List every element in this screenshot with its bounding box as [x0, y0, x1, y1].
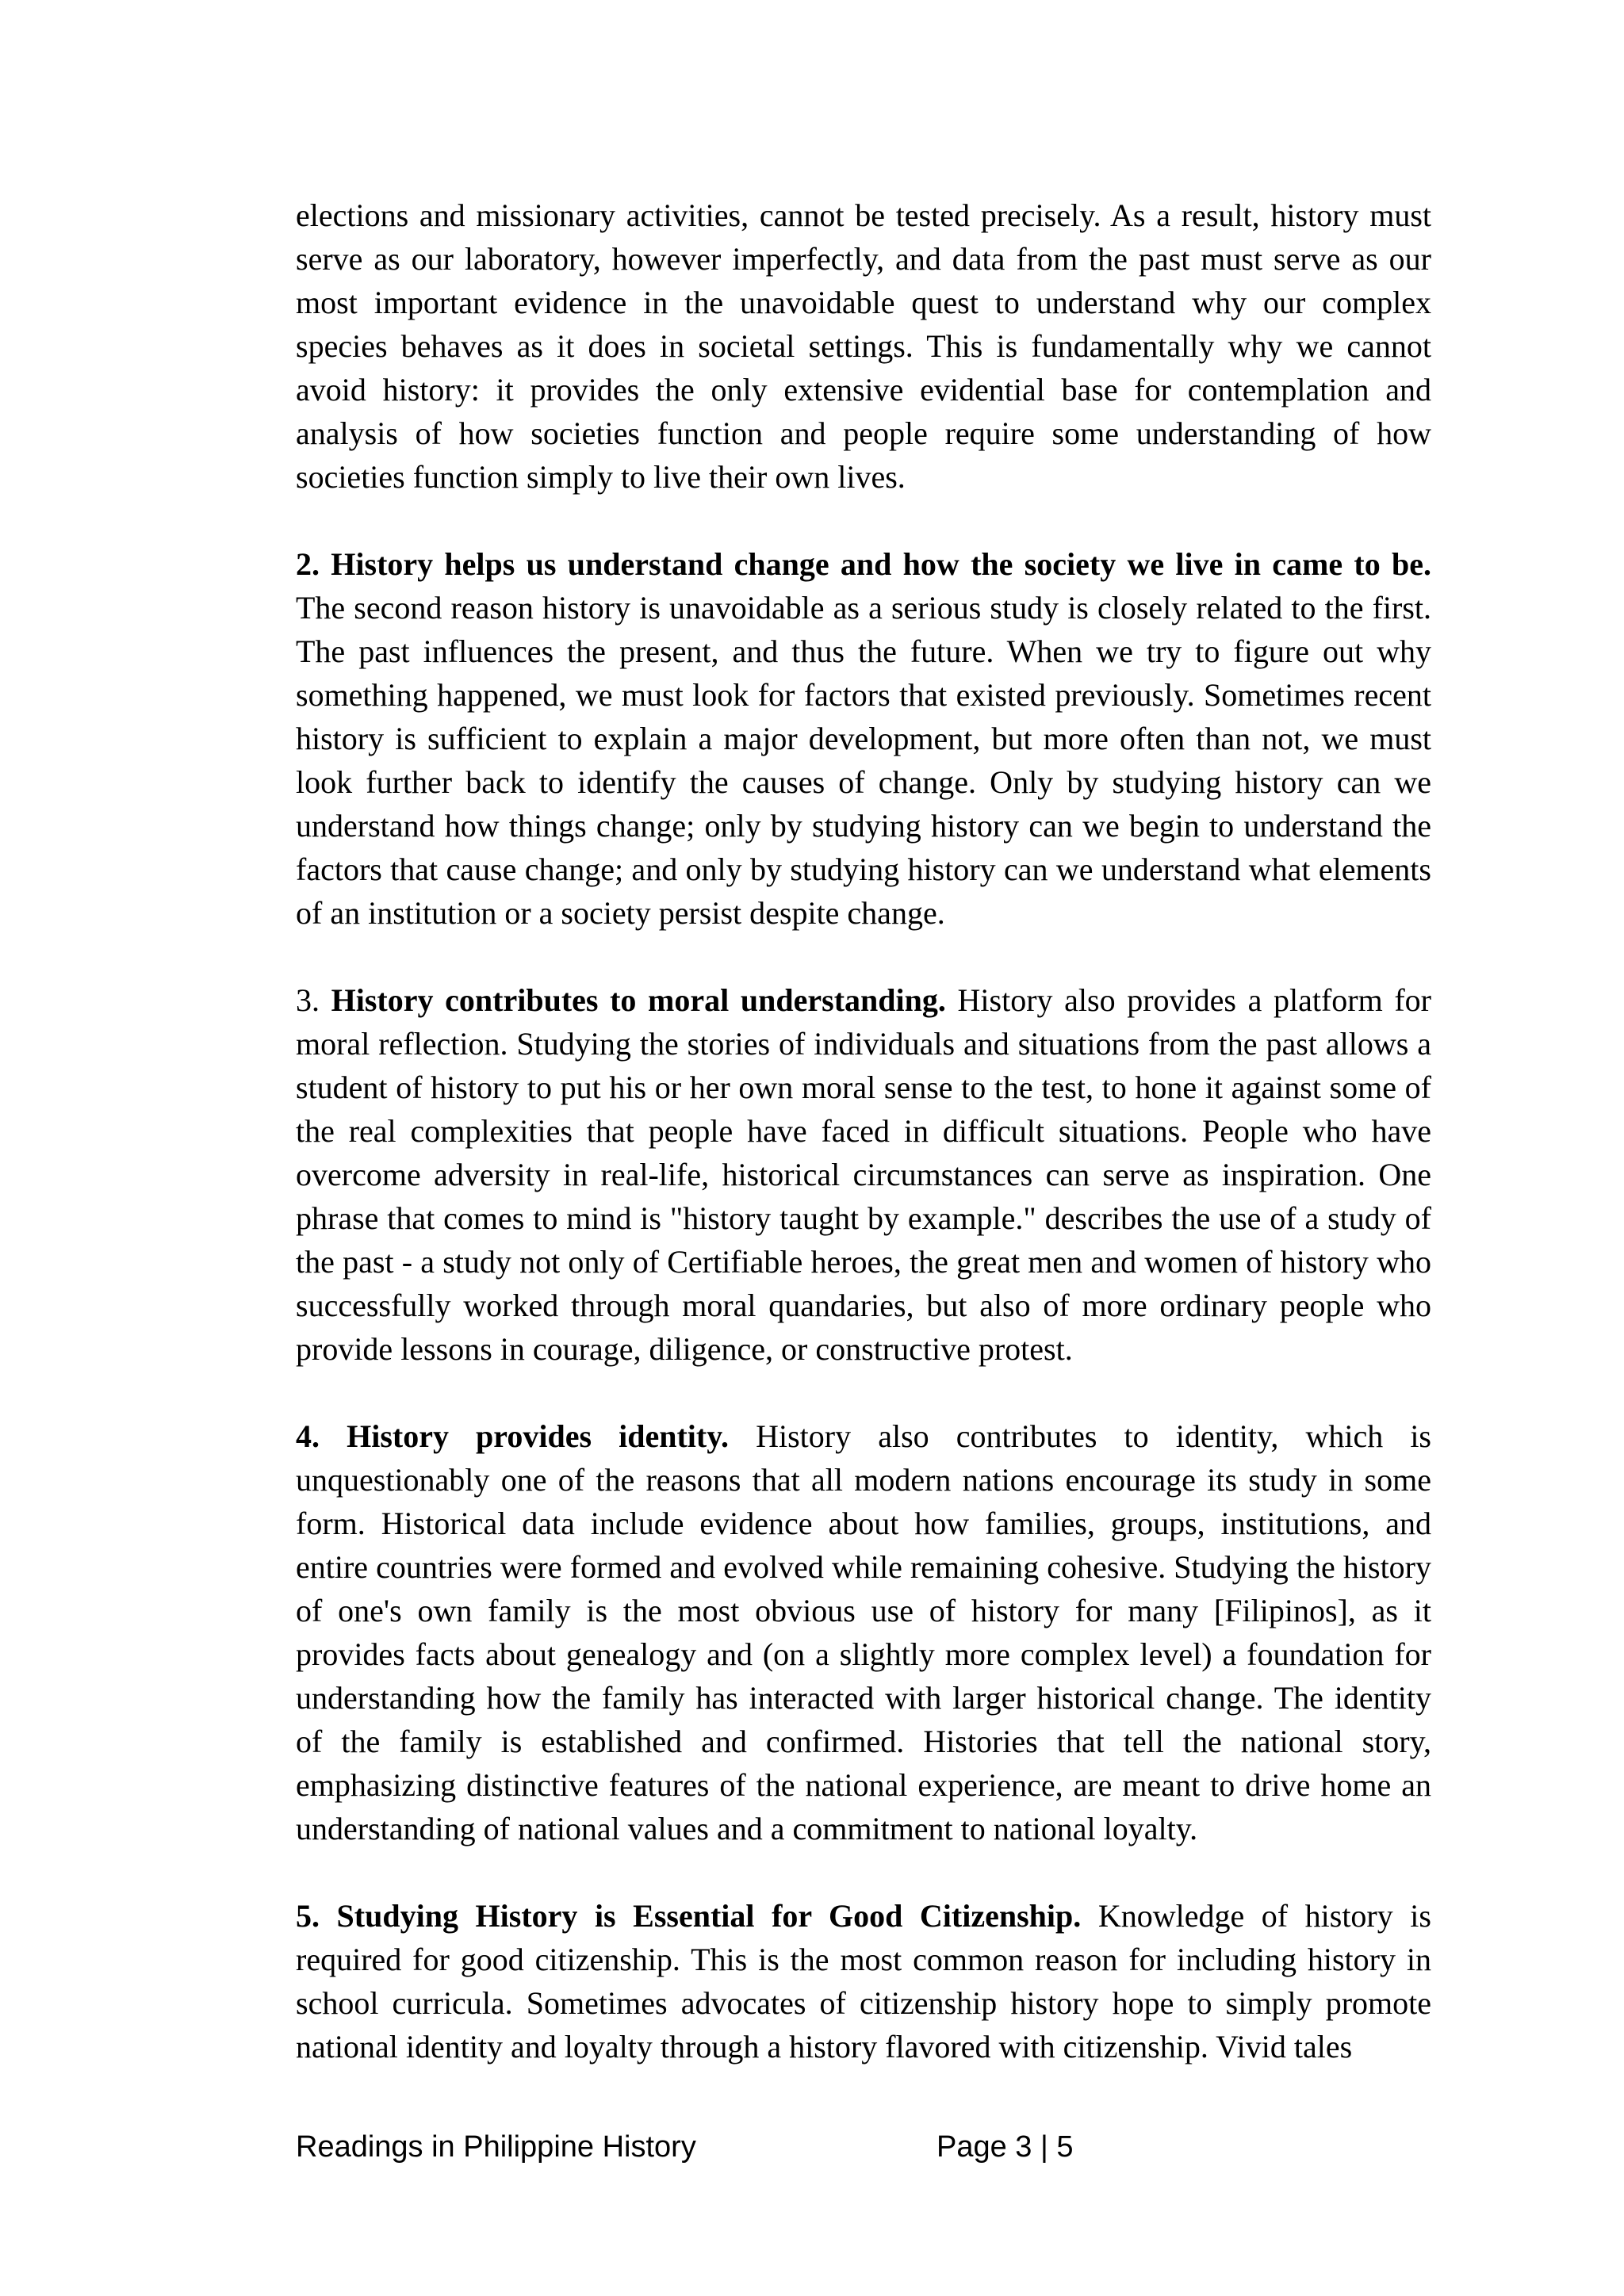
paragraph-2-heading: 2. History helps us understand change and how the society we live in came to be.: [296, 546, 1431, 582]
paragraph-5-text: Knowledge of history is required for good citizenship. This is the most common reason for including history in school curricula. Sometimes advocates of citizenship history hope to simply promote national identity and loyalty through a history flavored with citizenship. Vivid tales: [296, 1898, 1431, 2064]
paragraph-5-heading: 5. Studying History is Essential for Good Citizenship.: [296, 1898, 1082, 1934]
paragraph-4-heading: 4. History provides identity.: [296, 1418, 730, 1454]
paragraph-1-text: elections and missionary activities, cannot be tested precisely. As a result, history must serve as our laboratory, however imperfectly, and data from the past must serve as our most important evidence in the unavoidable quest to understand why our complex species behaves as it does in societal settings. This is fundamentally why we cannot avoid history: it provides the only extensive evidential base for contemplation and analysis of how societies function and people require some understanding of how societies function simply to live their own lives.: [296, 197, 1431, 495]
paragraph-4: [296, 1414, 1431, 1850]
document-body: [296, 193, 1431, 2112]
page-number: Page 3 | 5: [936, 2130, 1074, 2164]
paragraph-3-text: History also provides a platform for moral reflection. Studying the stories of individuals and situations from the past allows a student of history to put his or her own moral sense to the test, to hone it against some of the real complexities that people have faced in difficult situations. People who have overcome adversity in real-life, historical circumstances can serve as inspiration. One phrase that comes to mind is "history taught by example." describes the use of a study of the past - a study not only of Certifiable heroes, the great men and women of history who successfully worked through moral quandaries, but also of more ordinary people who provide lessons in courage, diligence, or constructive protest.: [296, 982, 1432, 1367]
paragraph-2: [296, 542, 1431, 935]
paragraph-2-text: The second reason history is unavoidable as a serious study is closely related to the first. The past influences the present, and thus the future. When we try to figure out why something happened, we must look for factors that existed previously. Sometimes recent history is sufficient to explain a major development, but more often than not, we must look further back to identify the causes of change. Only by studying history can we understand how things change; only by studying history can we begin to understand the factors that cause change; and only by studying history can we understand what elements of an institution or a society persist despite change.: [296, 590, 1431, 931]
paragraph-5: [296, 1894, 1431, 2068]
paragraph-4-text: History also contributes to identity, which is unquestionably one of the reasons that all modern nations encourage its study in some form. Historical data include evidence about how families, groups, institutions, and entire countries were formed and evolved while remaining cohesive. Studying the history of one's own family is the most obvious use of history for many [Filipinos], as it provides facts about genealogy and (on a slightly more complex level) a foundation for understanding how the family has interacted with larger historical change. The identity of the family is established and confirmed. Histories that tell the national story, emphasizing distinctive features of the national experience, are meant to drive home an understanding of national values and a commitment to national loyalty.: [296, 1418, 1431, 1846]
paragraph-3-heading: History contributes to moral understanding.: [331, 982, 946, 1018]
paragraph-3: [296, 978, 1431, 1371]
page-footer: [296, 2125, 1431, 2169]
paragraph-3-prefix: 3.: [296, 982, 331, 1018]
paragraph-1: [296, 193, 1431, 499]
footer-title: Readings in Philippine History: [296, 2130, 696, 2164]
